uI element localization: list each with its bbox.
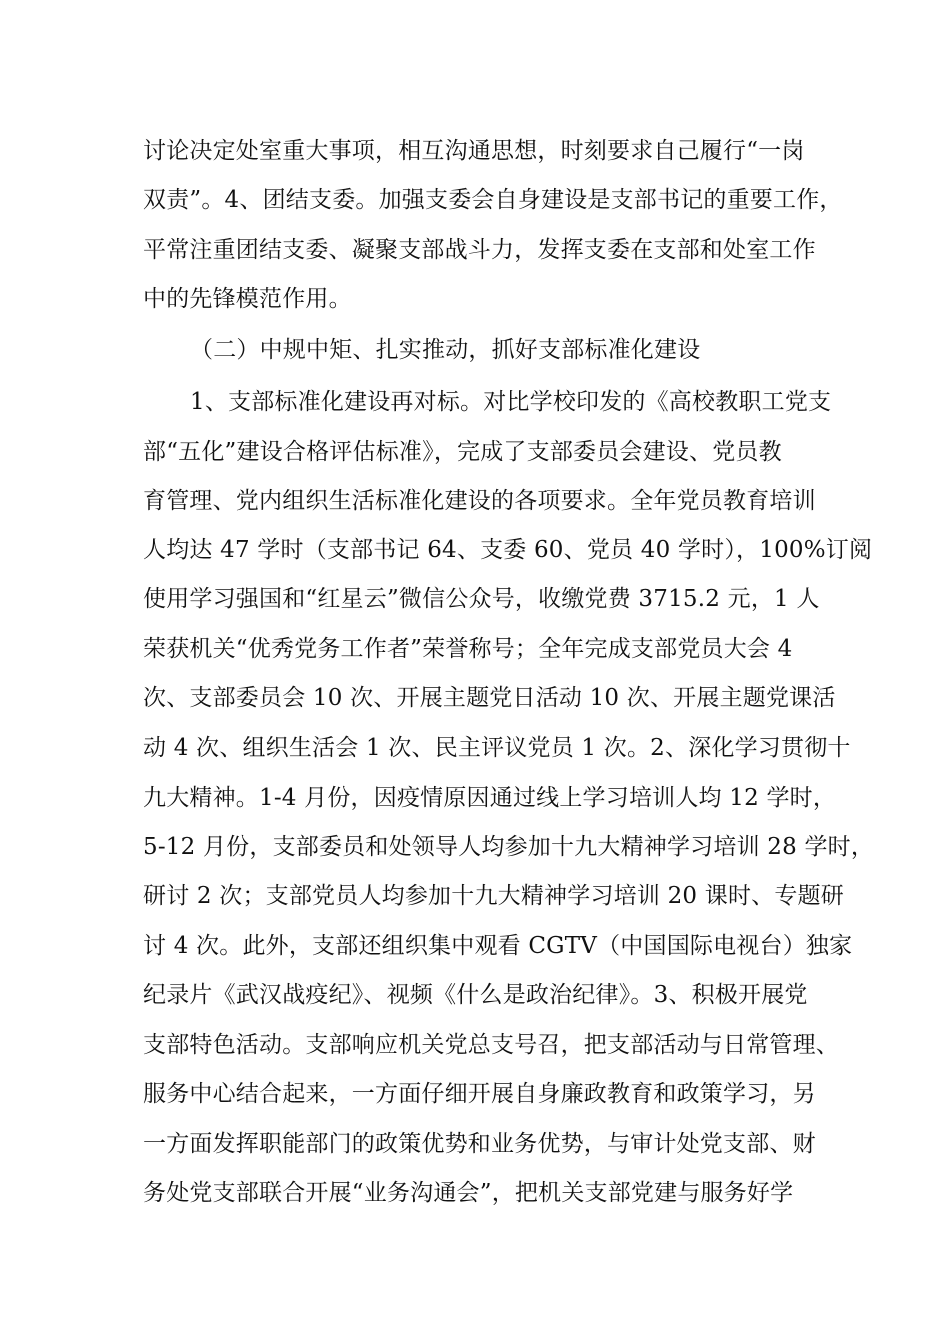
text-line: 1、支部标准化建设再对标。对比学校印发的《高校教职工党支 — [190, 389, 832, 415]
section-heading: （二）中规中矩、扎实推动，抓好支部标准化建设 — [190, 337, 701, 363]
text-line: 务处党支部联合开展“业务沟通会”，把机关支部党建与服务好学 — [143, 1180, 794, 1206]
text-line: 九大精神。1-4 月份，因疫情原因通过线上学习培训人均 12 学时， — [143, 785, 837, 811]
text-line: 纪录片《武汉战疫纪》、视频《什么是政治纪律》。3、积极开展党 — [143, 982, 808, 1008]
text-line: 动 4 次、组织生活会 1 次、民主评议党员 1 次。2、深化学习贯彻十 — [143, 735, 851, 761]
text-line: 育管理、党内组织生活标准化建设的各项要求。全年党员教育培训 — [143, 488, 816, 514]
text-line: 双责”。4、团结支委。加强支委会自身建设是支部书记的重要工作， — [143, 187, 843, 213]
text-line: 讨论决定处室重大事项，相互沟通思想，时刻要求自己履行“一岗 — [143, 138, 805, 164]
text-line: 研讨 2 次；支部党员人均参加十九大精神学习培训 20 课时、专题研 — [143, 883, 844, 909]
text-line: 5-12 月份，支部委员和处领导人均参加十九大精神学习培训 28 学时， — [143, 834, 875, 860]
text-line: 人均达 47 学时（支部书记 64、支委 60、党员 40 学时），100%订阅 — [143, 537, 873, 563]
text-line: 平常注重团结支委、凝聚支部战斗力，发挥支委在支部和处室工作 — [143, 237, 816, 263]
text-line: 支部特色活动。支部响应机关党总支号召，把支部活动与日常管理、 — [143, 1032, 839, 1058]
text-line: 中的先锋模范作用。 — [143, 286, 352, 312]
text-line: 一方面发挥职能部门的政策优势和业务优势，与审计处党支部、财 — [143, 1131, 816, 1157]
text-line: 服务中心结合起来，一方面仔细开展自身廉政教育和政策学习，另 — [143, 1081, 816, 1107]
text-line: 荣获机关“优秀党务工作者”荣誉称号；全年完成支部党员大会 4 — [143, 636, 793, 662]
text-line: 部“五化”建设合格评估标准》，完成了支部委员会建设、党员教 — [143, 439, 782, 465]
text-line: 使用学习强国和“红星云”微信公众号，收缴党费 3715.2 元，1 人 — [143, 586, 820, 612]
text-line: 讨 4 次。此外，支部还组织集中观看 CGTV（中国国际电视台）独家 — [143, 933, 853, 959]
text-line: 次、支部委员会 10 次、开展主题党日活动 10 次、开展主题党课活 — [143, 685, 836, 711]
